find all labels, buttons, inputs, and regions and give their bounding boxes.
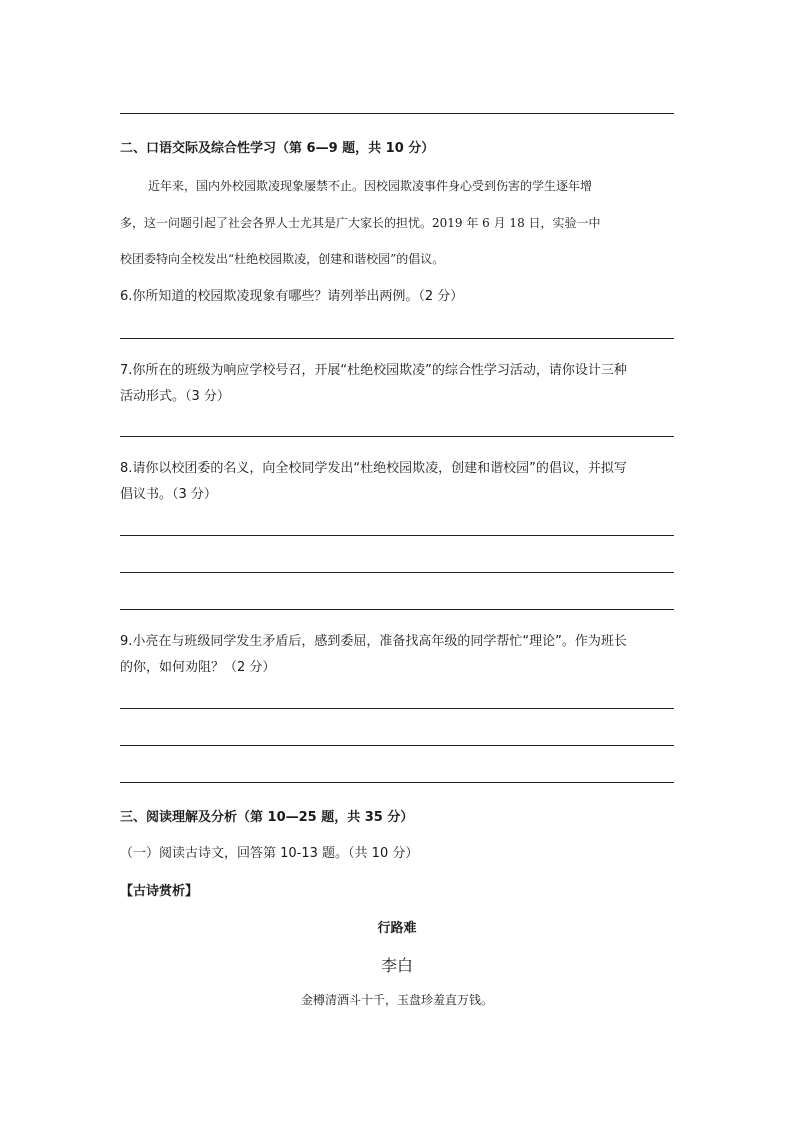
answer-line[interactable] — [120, 782, 674, 783]
section-heading: 三、阅读理解及分析（第 10—25 题，共 35 分） — [120, 810, 414, 825]
question-7 — [120, 358, 676, 410]
poem-title: 行路难 — [377, 921, 417, 936]
passage-line: 近年来，国内外校园欺凌现象屡禁不止。因校园欺凌事件身心受到伤害的学生逐年增 — [148, 179, 593, 193]
question-text: 活动形式。（3 分） — [120, 389, 230, 404]
passage-line: 多，这一问题引起了社会各界人士尤其是广大家长的担忧。2019 年 6 月 18 日，实验一中 — [120, 216, 601, 230]
answer-line[interactable] — [120, 609, 674, 610]
question-text: 7.你所在的班级为响应学校号召，开展“杜绝校园欺凌”的综合性学习活动，请你设计三种 — [120, 363, 627, 378]
subsection-heading: （一）阅读古诗文，回答第 10-13 题。（共 10 分） — [120, 846, 419, 861]
question-text: 倡议书。（3 分） — [120, 487, 217, 502]
answer-line[interactable] — [120, 572, 674, 573]
question-text: 8.请你以校团委的名义，向全校同学发出“杜绝校园欺凌，创建和谐校园”的倡议，并拟写 — [120, 461, 627, 476]
answer-line[interactable] — [120, 338, 674, 339]
question-text: 的你，如何劝阻？（2 分） — [120, 660, 276, 675]
question-8 — [120, 456, 676, 508]
question-9 — [120, 629, 676, 681]
poem-line: 金樽清酒斗十千，玉盘珍羞直万钱。 — [300, 993, 493, 1007]
section-heading: 二、口语交际及综合性学习（第 6—9 题，共 10 分） — [120, 141, 435, 156]
answer-line[interactable] — [120, 436, 674, 437]
answer-line[interactable] — [120, 745, 674, 746]
answer-line[interactable] — [120, 535, 674, 536]
poem-author: 李白 — [380, 956, 413, 975]
poem-label: 【古诗赏析】 — [120, 884, 199, 899]
question-text: 6.你所知道的校园欺凌现象有哪些？请列举出两例。（2 分） — [120, 289, 464, 304]
question-6 — [120, 284, 676, 310]
answer-line — [120, 113, 674, 114]
question-text: 9.小亮在与班级同学发生矛盾后，感到委屈，准备找高年级的同学帮忙“理论”。作为班长 — [120, 634, 627, 649]
passage-line: 校团委特向全校发出“杜绝校园欺凌，创建和谐校园”的倡议。 — [120, 252, 445, 266]
answer-line[interactable] — [120, 708, 674, 709]
